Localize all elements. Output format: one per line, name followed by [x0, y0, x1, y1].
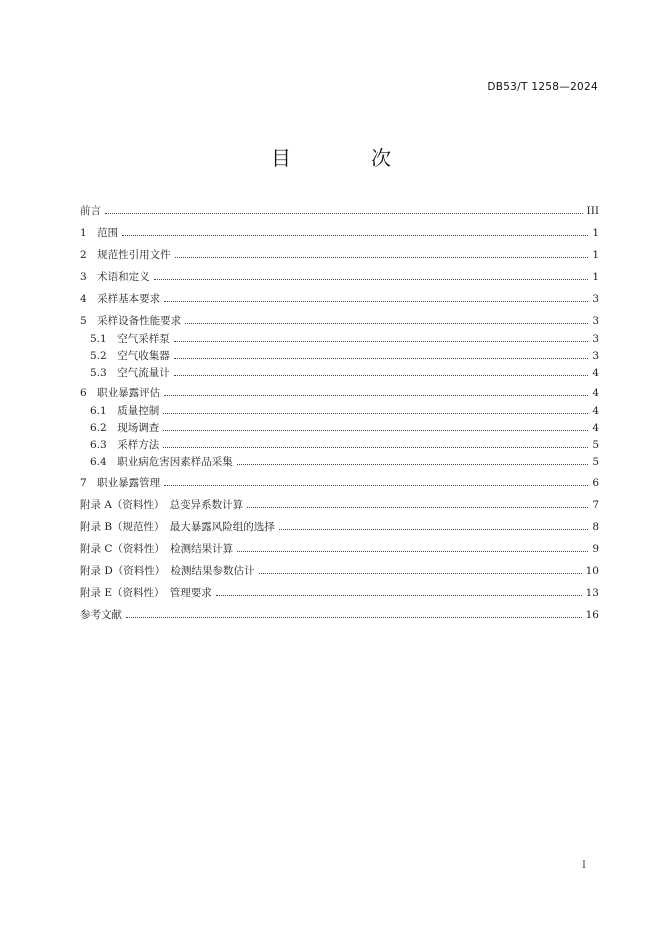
toc-page-number: 1 — [592, 249, 599, 261]
toc-entry-label: 附录 C（资料性） 检测结果计算 — [80, 543, 234, 555]
toc-entry-label: 前言 — [80, 205, 101, 217]
toc-entry-label: 5.2 空气收集器 — [90, 350, 170, 362]
dot-leader — [185, 323, 588, 324]
toc-entry-5-2[interactable] — [90, 347, 599, 363]
dot-leader — [164, 395, 588, 396]
dot-leader — [247, 507, 588, 508]
dot-leader — [175, 257, 589, 258]
toc-entry-7[interactable] — [80, 474, 599, 490]
toc-page-number: 4 — [592, 367, 599, 379]
toc-page-number: 3 — [592, 293, 599, 305]
toc-page-number: 10 — [585, 565, 599, 577]
toc-entry-label: 6.3 采样方法 — [90, 439, 160, 451]
toc-page-number: 13 — [585, 587, 599, 599]
dot-leader — [164, 485, 588, 486]
toc-entry-appendix-a[interactable] — [80, 496, 599, 512]
toc-entry-5-1[interactable] — [90, 330, 599, 346]
toc-entry-6-3[interactable] — [90, 436, 599, 452]
toc-page-number: 5 — [592, 456, 599, 468]
toc-entry-label: 附录 E（资料性） 管理要求 — [80, 587, 212, 599]
toc-entry-5[interactable] — [80, 312, 599, 328]
toc-entry-label: 1 范围 — [80, 227, 119, 239]
toc-entry-label: 附录 D（资料性） 检测结果参数估计 — [80, 565, 255, 577]
dot-leader — [237, 464, 589, 465]
toc-entry-5-3[interactable] — [90, 364, 599, 380]
toc-entry-label: 6.4 职业病危害因素样品采集 — [90, 456, 233, 468]
toc-entry-label: 6 职业暴露评估 — [80, 387, 161, 399]
footer-page-number: I — [582, 860, 586, 871]
dot-leader — [163, 430, 588, 431]
toc-page-number: 16 — [585, 609, 599, 621]
toc-page-number: 6 — [592, 477, 599, 489]
toc-entry-label: 7 职业暴露管理 — [80, 477, 161, 489]
toc-page-number: 4 — [592, 387, 599, 399]
toc-entry-label: 附录 B（规范性） 最大暴露风险组的选择 — [80, 521, 275, 533]
toc-entry-1[interactable] — [80, 224, 599, 240]
dot-leader — [174, 341, 589, 342]
toc-entry-appendix-e[interactable] — [80, 584, 599, 600]
toc-entry-6-1[interactable] — [90, 402, 599, 418]
dot-leader — [122, 235, 588, 236]
toc-entry-label: 附录 A（资料性） 总变异系数计算 — [80, 499, 244, 511]
document-number: DB53/T 1258—2024 — [487, 81, 598, 93]
dot-leader — [126, 617, 582, 618]
toc-page-number: 4 — [592, 405, 599, 417]
dot-leader — [174, 375, 589, 376]
toc-entry-label: 参考文献 — [80, 609, 122, 621]
toc-page-number: 5 — [592, 439, 599, 451]
toc-entry-label: 6.2 现场调查 — [90, 422, 160, 434]
toc-entry-label: 5 采样设备性能要求 — [80, 315, 182, 327]
toc-page-number: 8 — [592, 521, 599, 533]
toc-entry-2[interactable] — [80, 246, 599, 262]
toc-page-number: 9 — [592, 543, 599, 555]
dot-leader — [163, 413, 588, 414]
dot-leader — [154, 279, 589, 280]
toc-page-number: 1 — [592, 271, 599, 283]
toc-entry-6-4[interactable] — [90, 453, 599, 469]
toc-page-number: III — [586, 205, 599, 217]
toc-page-number: 4 — [592, 422, 599, 434]
toc-entry-6-2[interactable] — [90, 419, 599, 435]
dot-leader — [279, 529, 589, 530]
toc-entry-label: 4 采样基本要求 — [80, 293, 161, 305]
toc-entry-appendix-c[interactable] — [80, 540, 599, 556]
toc-page-number: 1 — [592, 227, 599, 239]
toc-entry-appendix-b[interactable] — [80, 518, 599, 534]
toc-entry-appendix-d[interactable] — [80, 562, 599, 578]
toc-entry-foreword[interactable] — [80, 202, 599, 218]
toc-entry-4[interactable] — [80, 290, 599, 306]
dot-leader — [105, 213, 583, 214]
toc-entry-label: 2 规范性引用文件 — [80, 249, 171, 261]
toc-page-number: 3 — [592, 315, 599, 327]
dot-leader — [174, 358, 589, 359]
dot-leader — [237, 551, 588, 552]
toc-entry-references[interactable] — [80, 606, 599, 622]
dot-leader — [259, 573, 582, 574]
toc-entry-label: 5.1 空气采样泵 — [90, 333, 170, 345]
toc-entry-label: 6.1 质量控制 — [90, 405, 160, 417]
page-title: 目 次 — [271, 146, 421, 170]
dot-leader — [164, 301, 588, 302]
toc-entry-6[interactable] — [80, 384, 599, 400]
toc-entry-label: 5.3 空气流量计 — [90, 367, 170, 379]
dot-leader — [163, 447, 588, 448]
toc-entry-label: 3 术语和定义 — [80, 271, 150, 283]
toc-page-number: 7 — [592, 499, 599, 511]
dot-leader — [216, 595, 582, 596]
toc-page-number: 3 — [592, 350, 599, 362]
toc-entry-3[interactable] — [80, 268, 599, 284]
toc-page-number: 3 — [592, 333, 599, 345]
